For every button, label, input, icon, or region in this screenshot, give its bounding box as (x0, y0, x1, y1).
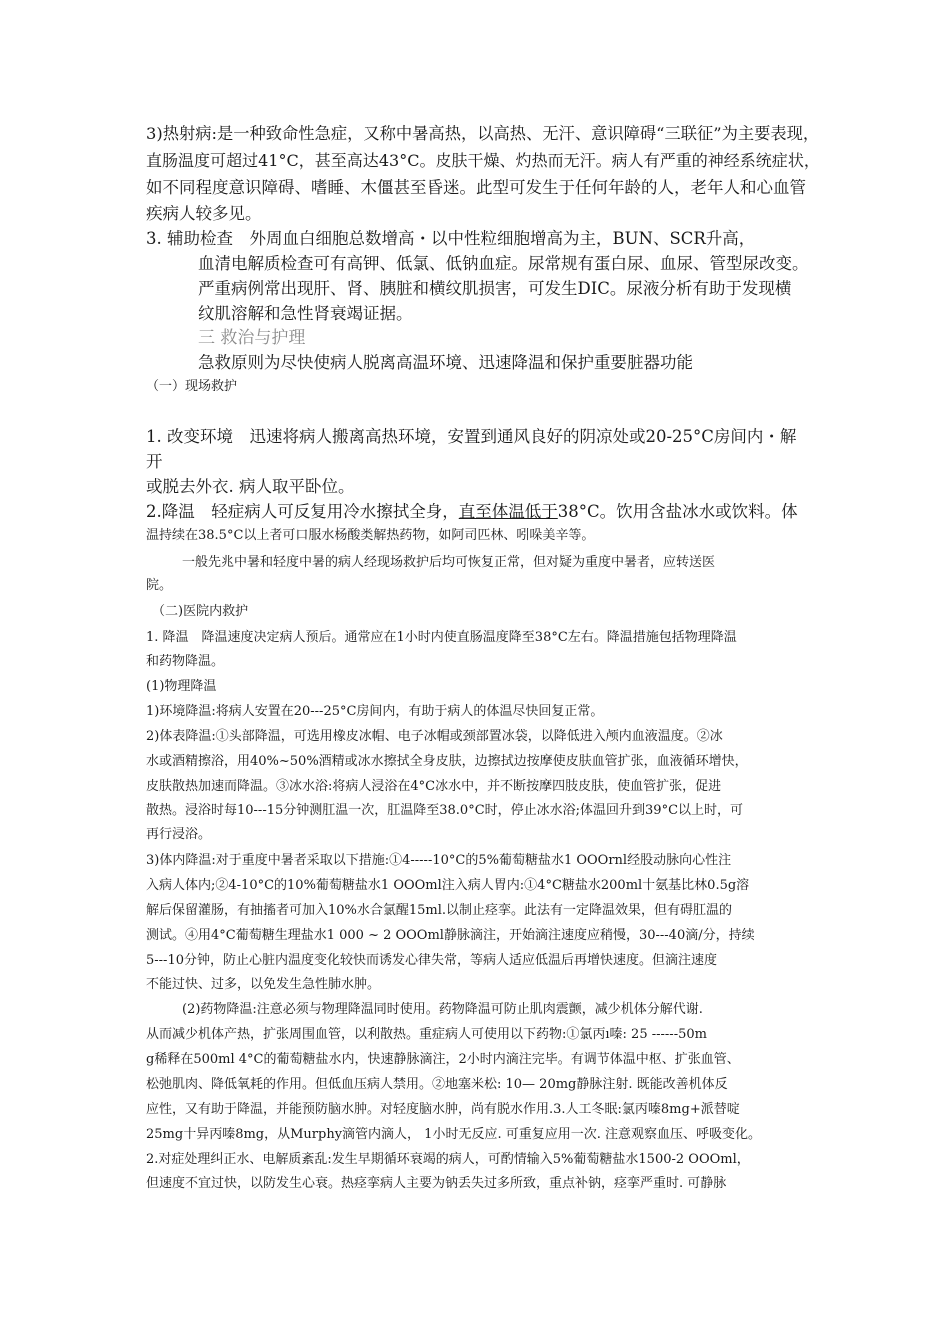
text-line: 2)体表降温:①头部降温，可选用橡皮冰帽、电子冰帽或颈部置冰袋，以降低进入颅内血液温度。②冰 (146, 729, 723, 744)
text-line: (2)药物降温:注意必须与物理降温同时使用。药物降温可防止肌肉震颤，减少机体分解代谢. (182, 1002, 703, 1017)
text-line: 皮肤散热加速而降温。③冰水浴:将病人浸浴在4°C冰水中，并不断按摩四肢皮肤，使血管扩张，促进 (146, 779, 722, 794)
text-segment: 38°C。饮用含盐冰水或饮料。体 (557, 502, 798, 521)
text-line: 开 (146, 452, 163, 471)
text-line: 严重病例常出现肝、肾、胰脏和横纹肌损害，可发生DIC。尿液分析有助于发现横 (198, 279, 792, 298)
text-line: 一般先兆中暑和轻度中暑的病人经现场救护后均可恢复正常，但对疑为重度中暑者，应转送医 (182, 555, 716, 570)
text-line: 测试。④用4°C葡萄糖生理盐水1 000 ~ 2 OOOml静脉滴注，开始滴注速度应稍慢，30---40滴/分，持续 (146, 928, 755, 943)
text-line: 入病人体内;②4-10°C的10%葡萄糖盐水1 OOOml注入病人胃内:①4°C糖盐水200ml十氨基比林0.5g溶 (146, 878, 750, 893)
subsection-heading: （二)医院内救护 (152, 604, 249, 619)
text-line: 不能过快、过多，以免发生急性肺水肿。 (146, 977, 381, 992)
text-line: 3)热射病:是一种致命性急症，又称中暑高热，以高热、无汗、意识障碍“三联征”为主要表现， (146, 124, 820, 143)
text-line: 应性，又有助于降温，并能预防脑水肿。对轻度脑水肿，尚有脱水作用.3.人工冬眠:氯丙嗪8mg+派替啶 (146, 1102, 740, 1117)
text-segment: 2.降温 轻症病人可反复用冷水擦拭全身， (146, 502, 459, 521)
text-line: 1)环境降温:将病人安置在20---25°C房间内，有助于病人的体温尽快回复正常。 (146, 704, 604, 719)
subsection-heading: （一）现场救护 (146, 379, 238, 394)
text-line: 血清电解质检查可有高钾、低氯、低钠血症。尿常规有蛋白尿、血尿、管型尿改变。 (198, 254, 809, 273)
text-line: 如不同程度意识障碍、嗜睡、木僵甚至昏迷。此型可发生于任何年龄的人，老年人和心血管 (146, 178, 806, 197)
text-line: 松弛肌肉、降低氧耗的作用。但低血压病人禁用。②地塞米松: 10— 20mg静脉注射. 既能改善机体反 (146, 1077, 728, 1092)
text-line: 和药物降温。 (146, 654, 225, 669)
section-heading: 三 救治与护理 (198, 328, 306, 348)
text-line: 或脱去外衣. 病人取平卧位。 (146, 477, 355, 496)
text-line: 散热。浸浴时每10---15分钟测肛温一次，肛温降至38.0°C时，停止冰水浴;体温回升到39°C以上时，可 (146, 803, 744, 818)
text-line: 但速度不宜过快，以防发生心衰。热痉挛病人主要为钠丢失过多所致，重点补钠，痉挛严重时. 可静脉 (146, 1176, 727, 1191)
text-line: 急救原则为尽快使病人脱离高温环境、迅速降温和保护重要脏器功能 (198, 353, 693, 372)
text-line: 再行浸浴。 (146, 827, 212, 842)
text-line (146, 502, 798, 522)
text-line: 从而减少机体产热，扩张周围血管，以利散热。重症病人可使用以下药物:①氯丙ı嗪: 25 ------50m (146, 1027, 707, 1042)
text-line: g稀释在500ml 4°C的葡萄糖盐水内，快速静脉滴注，2小时内滴注完毕。有调节体温中枢、扩张血管、 (146, 1052, 740, 1067)
text-line: 25mg十异丙嗪8mg，从Murphy滴管内滴人， 1小时无反应. 可重复应用一次. 注意观察血压、呼吸变化。 (146, 1127, 761, 1142)
text-line: 直肠温度可超过41°C，甚至高达43°C。皮肤干燥、灼热而无汗。病人有严重的神经系统症状， (146, 151, 820, 170)
text-line: 1. 改变环境 迅速将病人搬离高热环境，安置到通风良好的阴凉处或20-25°C房间内・解 (146, 427, 797, 446)
text-line: 疾病人较多见。 (146, 204, 262, 223)
text-line: 水或酒精擦浴，用40%~50%酒精或冰水擦拭全身皮肤，边擦拭边按摩使皮肤血管扩张，血液循环增快， (146, 754, 748, 769)
text-line: 5---10分钟，防止心脏内温度变化较快而诱发心律失常，等病人适应低温后再增快速度。但滴注速度 (146, 953, 717, 968)
text-line: 温持续在38.5°C以上者可口服水杨酸类解热药物，如阿司匹林、吲哚美辛等。 (146, 528, 595, 543)
text-line: 3. 辅助检查 外周血白细胞总数增高・以中性粒细胞增高为主，BUN、SCR升高， (146, 229, 756, 248)
text-line: 解后保留灌肠，有抽搐者可加入10%水合氯醒15ml.以制止痉挛。此法有一定降温效果，但有碍肛温的 (146, 903, 733, 918)
text-line: 2.对症处理纠正水、电解质紊乱:发生早期循环衰竭的病人，可酌情输入5%葡萄糖盐水1500-2 OOOml， (146, 1152, 750, 1167)
text-line: (1)物理降温 (146, 679, 217, 694)
text-line: 纹肌溶解和急性肾衰竭证据。 (198, 304, 413, 323)
underlined-text: 直至体温低于 (458, 502, 558, 521)
text-line: 3)体内降温:对于重度中暑者采取以下措施:①4-----10°C的5%葡萄糖盐水1 OOOrnl经股动脉向心性注 (146, 853, 732, 868)
text-line: 1. 降温 降温速度决定病人预后。通常应在1小时内使直肠温度降至38°C左右。降温措施包括物理降温 (146, 630, 737, 645)
text-line: 院。 (146, 578, 173, 593)
